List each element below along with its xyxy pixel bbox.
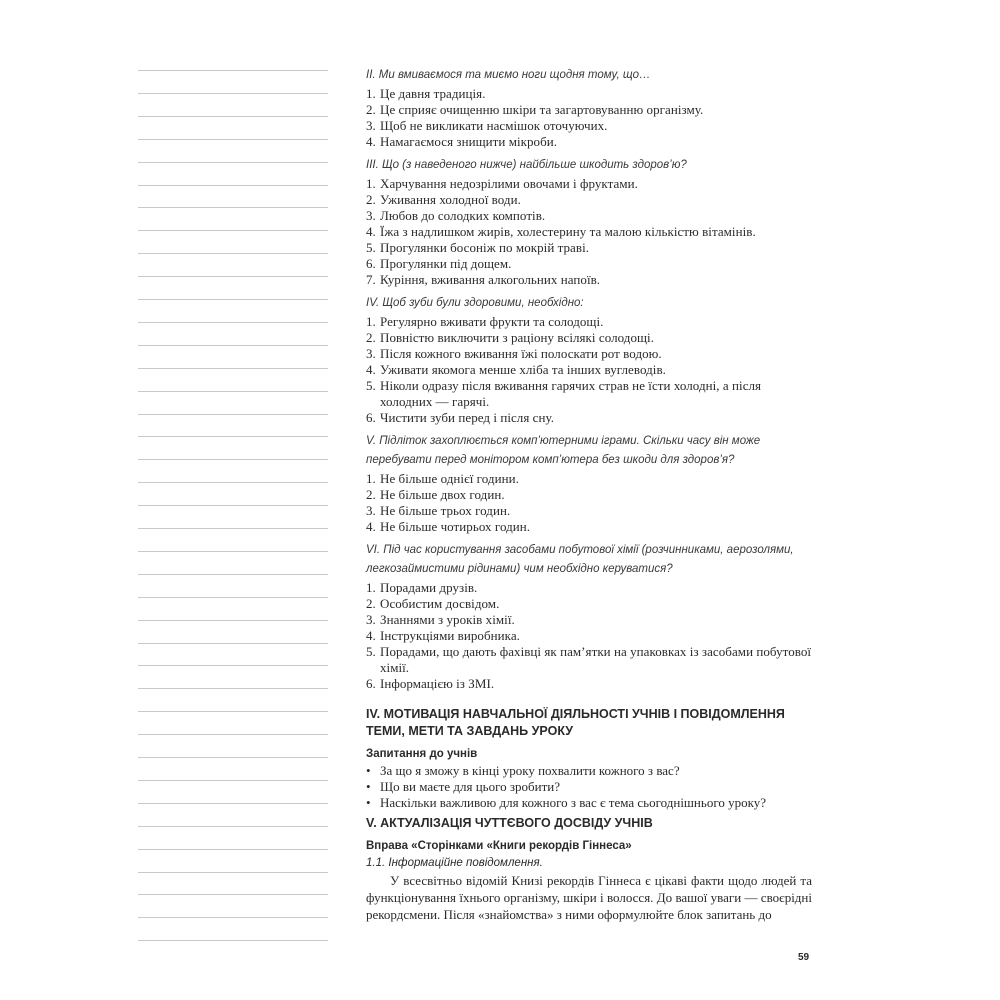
question-block-5 xyxy=(366,432,812,535)
note-line xyxy=(138,643,328,644)
option-list xyxy=(366,86,812,150)
option-item: 3. Знаннями з уроків хімії. xyxy=(366,612,515,627)
option-item: 6. Прогулянки під дощем. xyxy=(366,256,512,271)
note-line xyxy=(138,230,328,231)
question-text: ІІ. Ми вмиваємося та миємо ноги щодня тому, що… xyxy=(366,69,651,81)
note-line xyxy=(138,185,328,186)
option-item: 1. Це давня традиція. xyxy=(366,86,486,101)
page-number: 59 xyxy=(798,952,810,963)
note-line xyxy=(138,322,328,323)
note-line xyxy=(138,70,328,71)
option-item: 6. Чистити зуби перед і після сну. xyxy=(366,410,555,425)
section-heading-motivation: IV. МОТИВАЦІЯ НАВЧАЛЬНОЇ ДІЯЛЬНОСТІ УЧНІВ І ПОВІДОМЛЕННЯ ТЕМИ, МЕТИ ТА ЗАВДАНЬ УРОКУ xyxy=(366,707,785,738)
note-line xyxy=(138,528,328,529)
note-line xyxy=(138,368,328,369)
note-line xyxy=(138,620,328,621)
note-line xyxy=(138,574,328,575)
exercise-paragraph: У всесвітньо відомій Книзі рекордів Гіннеса є цікаві факти щодо людей та функціонування їхнього організму, шкіри і волосся. До вашої уваги — своєрідні рекордсмени. Після «знайомства» з ними оформулюйте блок запитань до xyxy=(366,873,812,922)
note-line xyxy=(138,780,328,781)
question-block-4 xyxy=(366,294,812,426)
option-list xyxy=(366,471,812,535)
note-line xyxy=(138,665,328,666)
option-list xyxy=(366,580,812,692)
note-line xyxy=(138,849,328,850)
note-line xyxy=(138,757,328,758)
option-item: 3. Не більше трьох годин. xyxy=(366,503,511,518)
question-text: IV. Щоб зуби були здоровими, необхідно: xyxy=(366,297,584,309)
option-item: 1. Не більше однієї години. xyxy=(366,471,519,486)
option-item: 6. Інформацією із ЗМІ. xyxy=(366,676,495,691)
question-block-3 xyxy=(366,156,812,288)
bullet-list xyxy=(366,763,812,811)
option-item: 2. Повністю виключити з раціону всілякі солодощі. xyxy=(366,330,655,345)
option-item: 1. Регулярно вживати фрукти та солодощі. xyxy=(366,314,604,329)
subheading-questions: Запитання до учнів xyxy=(366,748,478,760)
bullet-item: • Наскільки важливою для кожного з вас є тема сьогоднішнього уроку? xyxy=(366,795,812,811)
note-line xyxy=(138,162,328,163)
note-line xyxy=(138,299,328,300)
question-block-6 xyxy=(366,541,812,692)
option-item: 3. Любов до солодких компотів. xyxy=(366,208,546,223)
option-item: 4. Не більше чотирьох годин. xyxy=(366,519,531,534)
question-text: VI. Під час користування засобами побутової хімії (розчинниками, аерозолями, легкозаймистими рідинами) чим необхідно керуватися? xyxy=(366,544,794,575)
exercise-title: Вправа «Сторінками «Книги рекордів Гіннеса» xyxy=(366,840,632,852)
option-item: 5. Прогулянки босоніж по мокрій траві. xyxy=(366,240,590,255)
note-line xyxy=(138,505,328,506)
question-text: V. Підліток захоплюється комп’ютерними іграми. Скільки часу він може перебувати перед монітором комп’ютера без шкоди для здоров’я? xyxy=(366,435,761,466)
note-line xyxy=(138,711,328,712)
option-item: 4. Намагаємося знищити мікроби. xyxy=(366,134,558,149)
question-text: ІІІ. Що (з наведеного нижче) найбільше шкодить здоров’ю? xyxy=(366,159,687,171)
section-heading-actualization: V. АКТУАЛІЗАЦІЯ ЧУТТЄВОГО ДОСВІДУ УЧНІВ xyxy=(366,816,653,830)
note-line xyxy=(138,597,328,598)
note-line xyxy=(138,826,328,827)
note-line xyxy=(138,414,328,415)
note-line xyxy=(138,139,328,140)
note-line xyxy=(138,551,328,552)
note-line xyxy=(138,207,328,208)
option-list xyxy=(366,176,812,288)
option-item: 3. Щоб не викликати насмішок оточуючих. xyxy=(366,118,608,133)
option-item: 2. Уживання холодної води. xyxy=(366,192,521,207)
page-content xyxy=(366,66,812,923)
note-line xyxy=(138,894,328,895)
notes-margin-lines xyxy=(138,70,328,970)
option-item: 4. Інструкціями виробника. xyxy=(366,628,520,643)
note-line xyxy=(138,391,328,392)
option-item: 2. Це сприяє очищенню шкіри та загартовуванню організму. xyxy=(366,102,704,117)
note-line xyxy=(138,688,328,689)
note-line xyxy=(138,803,328,804)
option-item: 2. Особистим досвідом. xyxy=(366,596,500,611)
option-item: 1. Харчування недозрілими овочами і фруктами. xyxy=(366,176,638,191)
option-item: 5. Ніколи одразу після вживання гарячих страв не їсти холодні, а після холодних — гарячі. xyxy=(366,378,762,409)
option-list xyxy=(366,314,812,426)
note-line xyxy=(138,436,328,437)
note-line xyxy=(138,734,328,735)
option-item: 1. Порадами друзів. xyxy=(366,580,478,595)
question-block-2 xyxy=(366,66,812,150)
option-item: 7. Куріння, вживання алкогольних напоїв. xyxy=(366,272,601,287)
note-line xyxy=(138,459,328,460)
note-line xyxy=(138,940,328,941)
note-line xyxy=(138,116,328,117)
option-item: 3. Після кожного вживання їжі полоскати рот водою. xyxy=(366,346,662,361)
note-line xyxy=(138,253,328,254)
option-item: 2. Не більше двох годин. xyxy=(366,487,505,502)
note-line xyxy=(138,345,328,346)
bullet-item: • Що ви маєте для цього зробити? xyxy=(366,779,812,795)
bullet-item: • За що я зможу в кінці уроку похвалити кожного з вас? xyxy=(366,763,812,779)
note-line xyxy=(138,917,328,918)
option-item: 5. Порадами, що дають фахівці як пам’ятки на упаковках із засобами побутової хімії. xyxy=(366,644,812,675)
option-item: 4. Уживати якомога менше хліба та інших вуглеводів. xyxy=(366,362,666,377)
note-line xyxy=(138,93,328,94)
note-line xyxy=(138,482,328,483)
note-line xyxy=(138,276,328,277)
option-item: 4. Їжа з надлишком жирів, холестерину та малою кількістю вітамінів. xyxy=(366,224,756,239)
exercise-subtitle: 1.1. Інформаційне повідомлення. xyxy=(366,857,543,869)
note-line xyxy=(138,872,328,873)
